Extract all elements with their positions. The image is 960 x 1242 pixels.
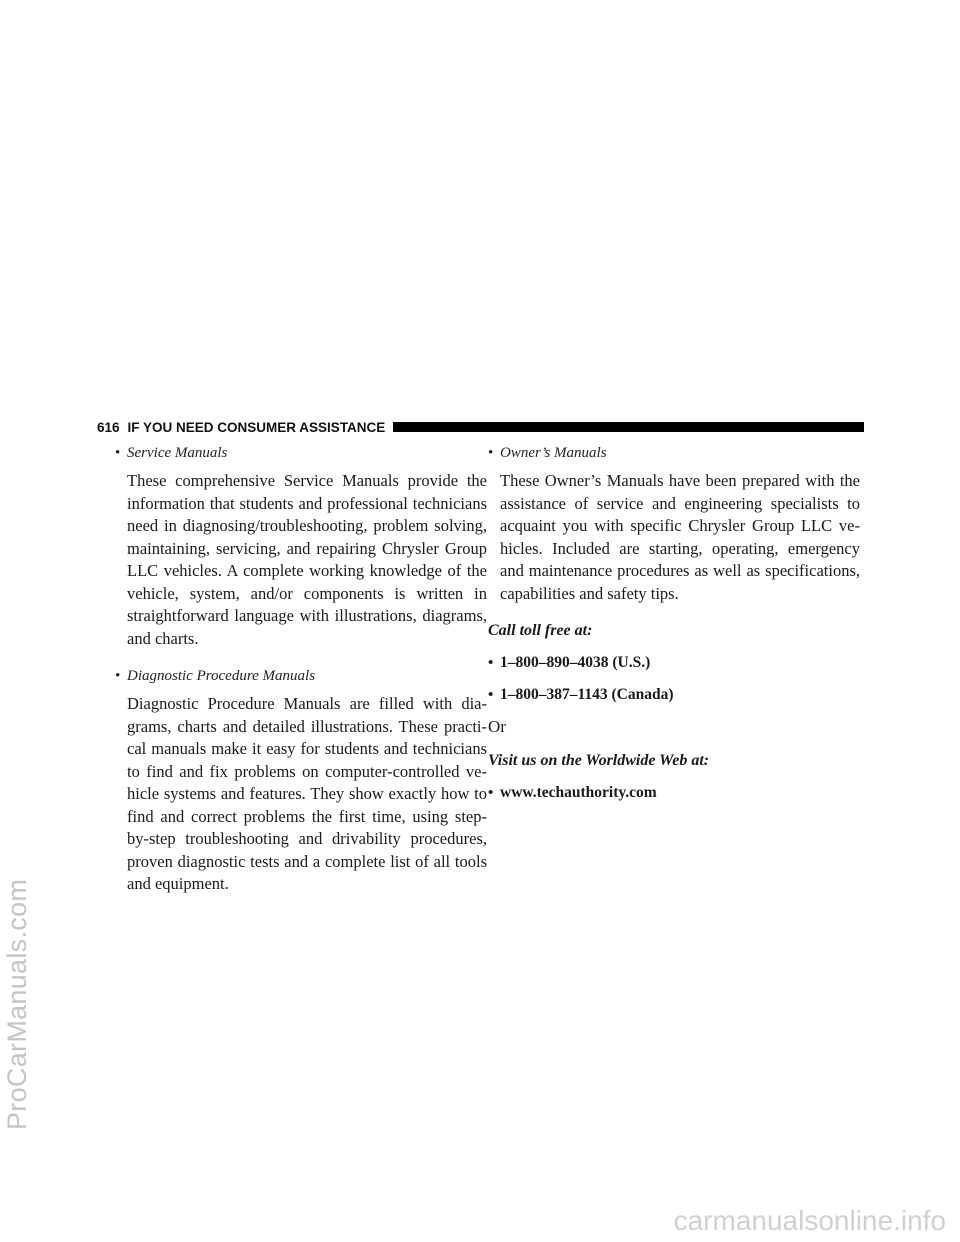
- call-toll-free-heading: Call toll free at:: [488, 622, 593, 639]
- side-watermark: ProCarManuals.com: [2, 878, 32, 1130]
- page-header: [97, 418, 864, 436]
- phone-number[interactable]: 1–800–387–1143 (Canada): [500, 686, 674, 703]
- page-number: 616: [97, 419, 120, 435]
- visit-web-heading: Visit us on the Worldwide Web at:: [488, 752, 710, 769]
- list-item-owners-manuals: [488, 442, 860, 605]
- header-rule: [393, 422, 864, 432]
- bullet-icon: •: [488, 687, 494, 703]
- left-column: [115, 442, 487, 911]
- or-text: Or: [488, 717, 506, 736]
- item-body: These comprehensive Service Manuals provide the information that students and professional technicians need in diagnosing/troubleshooting, problem solving, maintaining, servicing, and repairing Chrysler Group LLC vehicles. A complete working knowledge of the vehicle, system, and/or components is written in straightforward language with illustrations, diagrams, and charts.: [127, 471, 487, 648]
- website-link[interactable]: www.techauthority.com: [500, 784, 657, 801]
- bullet-icon: •: [488, 655, 494, 671]
- list-item-diagnostic-procedure-manuals: [115, 665, 487, 896]
- bullet-icon: •: [115, 668, 121, 684]
- bullet-icon: •: [115, 445, 121, 461]
- website-item[interactable]: [488, 782, 860, 804]
- section-title: IF YOU NEED CONSUMER ASSISTANCE: [127, 419, 386, 435]
- item-heading: Diagnostic Procedure Manuals: [127, 668, 316, 684]
- bottom-watermark: carmanualsonline.info: [673, 1205, 946, 1236]
- right-column: [488, 442, 860, 814]
- item-body: Diagnostic Procedure Manuals are filled with diagrams, charts and detailed illustrations. These practical manuals make it easy for students and technicians to find and fix problems on computer-controlled vehicle systems and features. They show exactly how to find and correct problems the first time, using step-by-step troubleshooting and drivability procedures, proven diagnostic tests and a complete list of all tools and equipment.: [127, 694, 487, 893]
- phone-number[interactable]: 1–800–890–4038 (U.S.): [500, 654, 651, 671]
- item-heading: Owner’s Manuals: [500, 445, 607, 461]
- item-body: These Owner’s Manuals have been prepared with the assistance of service and engineering specialists to acquaint you with specific Chrysler Group LLC vehicles. Included are starting, operating, emergency and maintenance procedures as well as specifications, capabilities and safety tips.: [500, 471, 860, 603]
- phone-us[interactable]: [488, 652, 860, 674]
- list-item-service-manuals: [115, 442, 487, 650]
- bullet-icon: •: [488, 785, 494, 801]
- phone-canada[interactable]: [488, 684, 860, 706]
- item-heading: Service Manuals: [127, 445, 228, 461]
- bullet-icon: •: [488, 445, 494, 461]
